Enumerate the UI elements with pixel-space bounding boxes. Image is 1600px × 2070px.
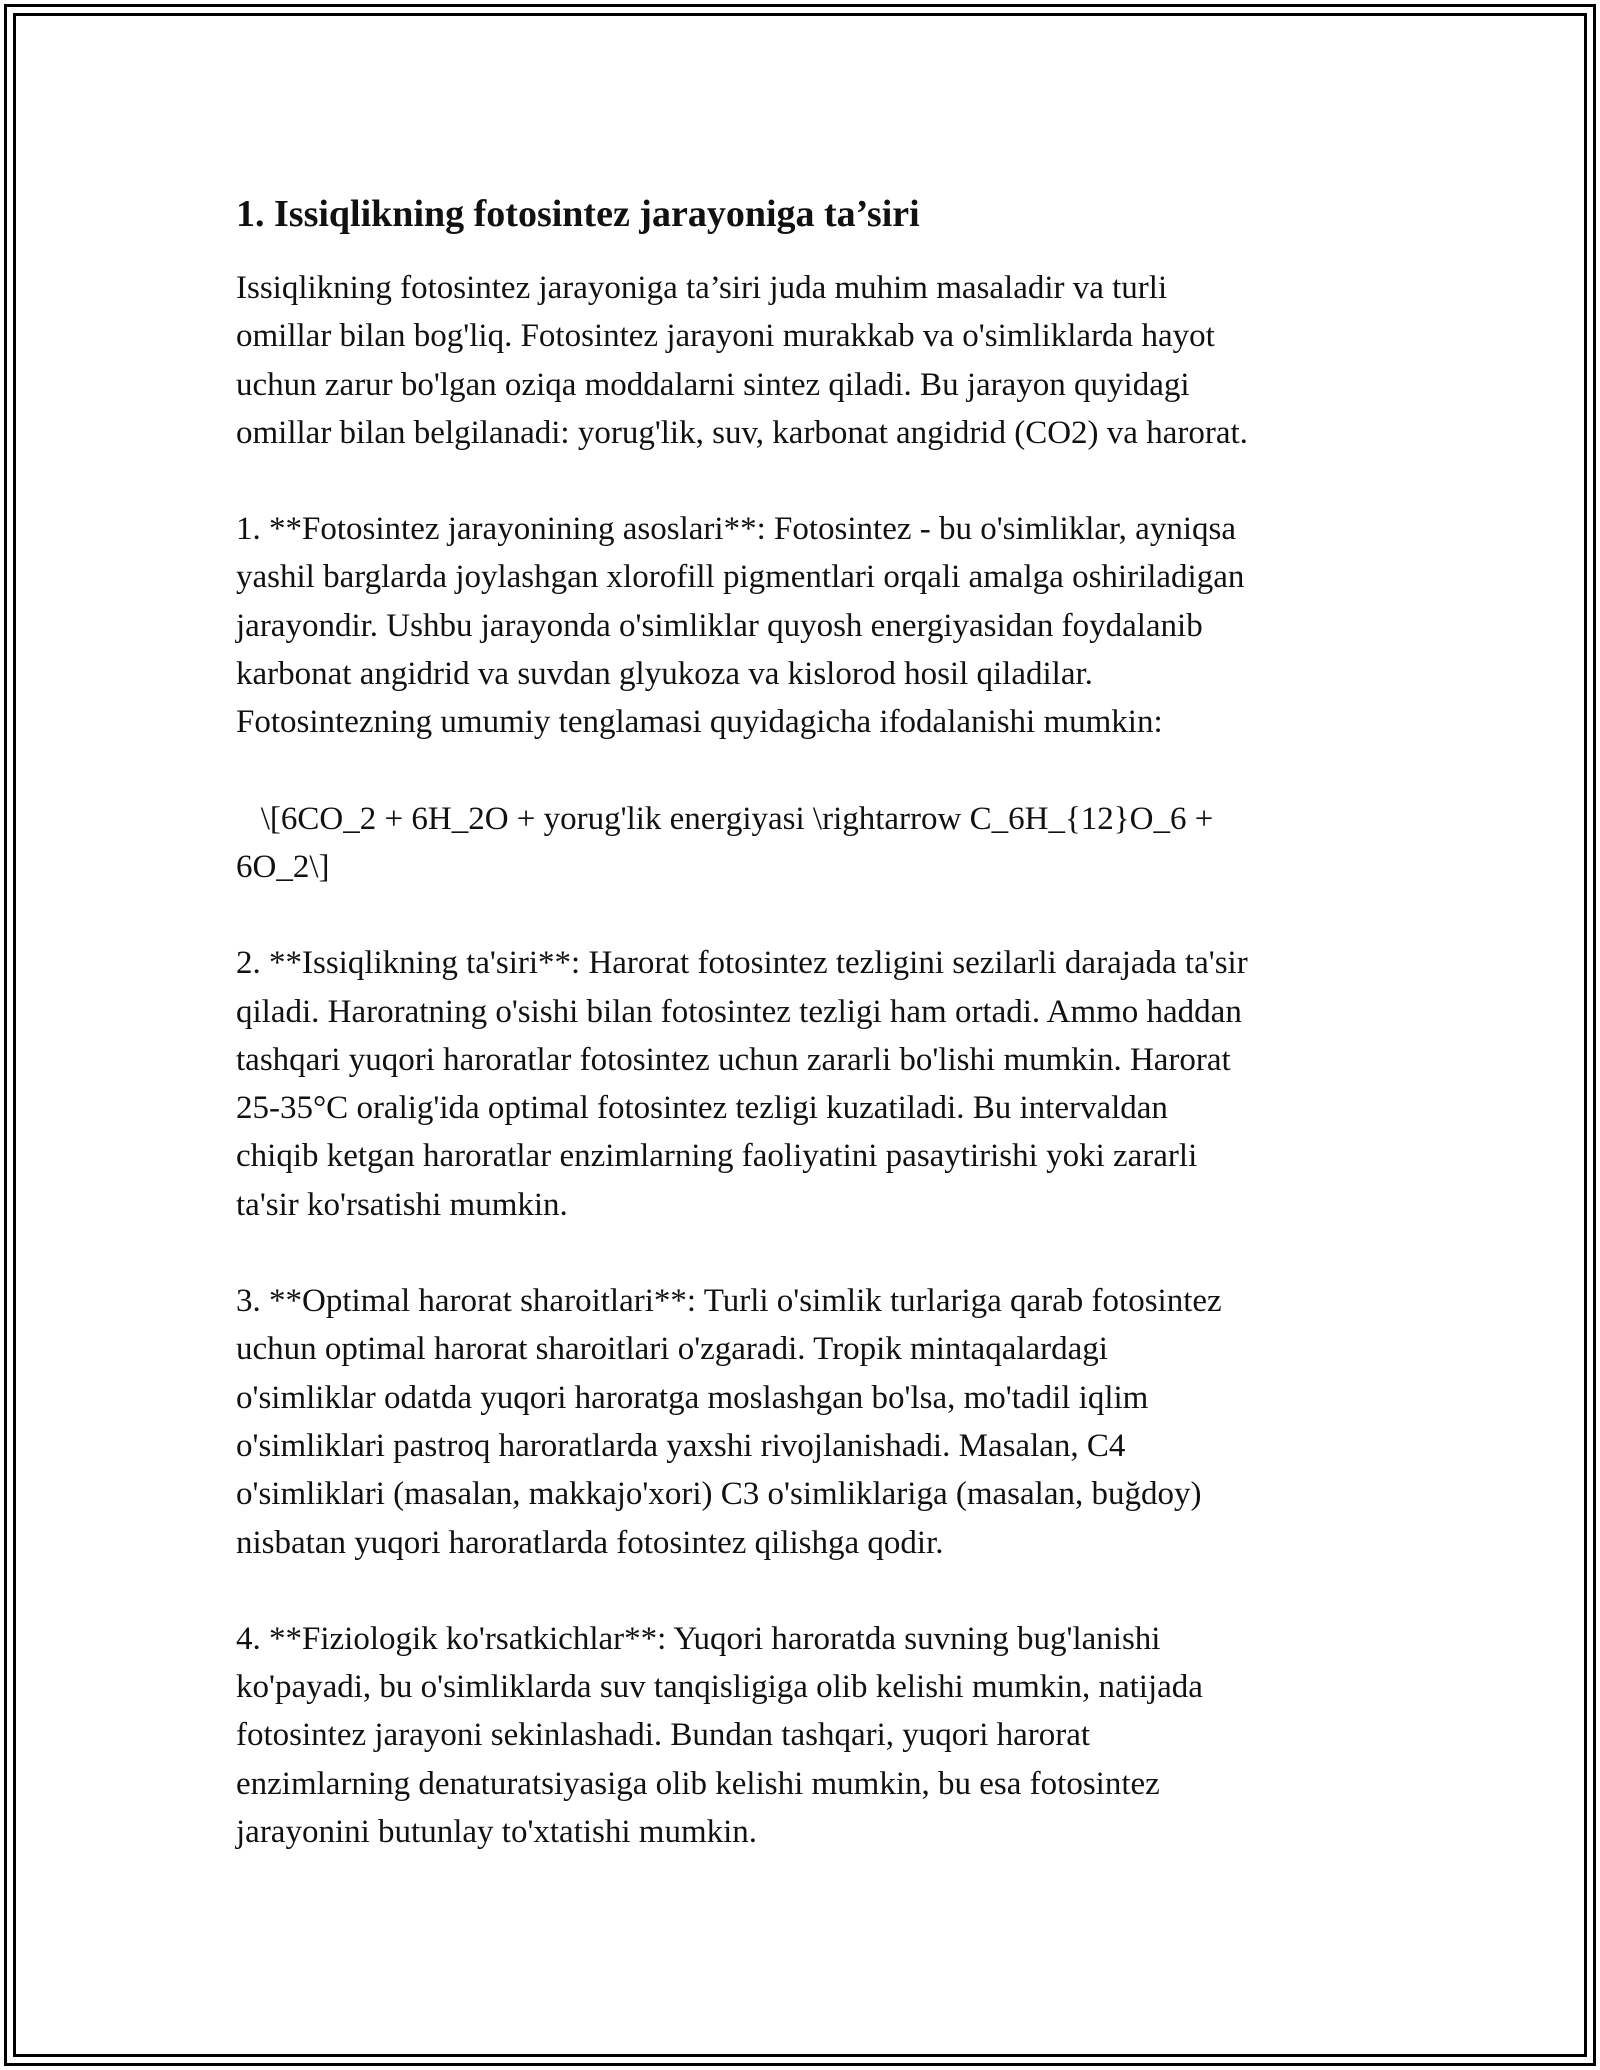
intro-paragraph: Issiqlikning fotosintez jarayoniga ta’siri juda muhim masaladir va turli omillar bilan bog'liq. Fotosintez jarayoni murakkab va o'simliklarda hayot uchun zarur bo'lgan oziqa moddalarni sintez qiladi. Bu jarayon quyidagi omillar bilan belgilanadi: yorug'lik, suv, karbonat angidrid (CO2) va harorat. — [236, 270, 1248, 451]
paragraph-fiziologik-korsatkichlar: 4. **Fiziologik ko'rsatkichlar**: Yuqori haroratda suvning bug'lanishi ko'payadi, bu o'simliklarda suv tanqisligiga olib kelishi mumkin, natijada fotosintez jarayoni sekinlashadi. Bundan tashqari, yuqori harorat enzimlarning denaturatsiyasiga olib kelishi mumkin, bu esa fotosintez jarayonini butunlay to'xtatishi mumkin. — [236, 1620, 1203, 1851]
paragraph-fotosintez-asoslari: 1. **Fotosintez jarayonining asoslari**: Fotosintez - bu o'simliklar, ayniqsa yashil barglarda joylashgan xlorofill pigmentlari orqali amalga oshiriladigan jarayondir. Ushbu jarayonda o'simliklar quyosh energiyasidan foydalanib karbonat angidrid va suvdan glyukoza va kislorod hosil qiladilar. Fotosintezning umumiy tenglamasi quyidagicha ifodalanishi mumkin: — [236, 511, 1245, 741]
paragraph-issiqlik-tasiri: 2. **Issiqlikning ta'siri**: Harorat fotosintez tezligini sezilarli darajada ta'sir qiladi. Haroratning o'sishi bilan fotosintez tezligi ham ortadi. Ammo haddan tashqari yuqori haroratlar fotosintez uchun zararli bo'lishi mumkin. Harorat 25-35°C oralig'ida optimal fotosintez tezligi kuzatiladi. Bu intervaldan chiqib ketgan haroratlar enzimlarning faoliyatini pasaytirishi yoki zararli ta'sir ko'rsatishi mumkin. — [236, 945, 1248, 1223]
document-title: 1. Issiqlikning fotosintez jarayoniga ta’siri — [236, 193, 920, 235]
equation-paragraph: \[6CO_2 + 6H_2O + yorug'lik energiyasi \rightarrow C_6H_{12}O_6 + 6O_2\] — [236, 800, 1214, 885]
paragraph-optimal-harorat: 3. **Optimal harorat sharoitlari**: Turli o'simlik turlariga qarab fotosintez uchun optimal harorat sharoitlari o'zgaradi. Tropik mintaqalardagi o'simliklar odatda yuqori haroratga moslashgan bo'lsa, mo'tadil iqlim o'simliklari pastroq haroratlarda yaxshi rivojlanishadi. Masalan, C4 o'simliklari (masalan, makkajo'xori) C3 o'simliklariga (masalan, buğdoy) nisbatan yuqori haroratlarda fotosintez qilishga qodir. — [236, 1283, 1222, 1561]
document-body — [236, 186, 1376, 1904]
